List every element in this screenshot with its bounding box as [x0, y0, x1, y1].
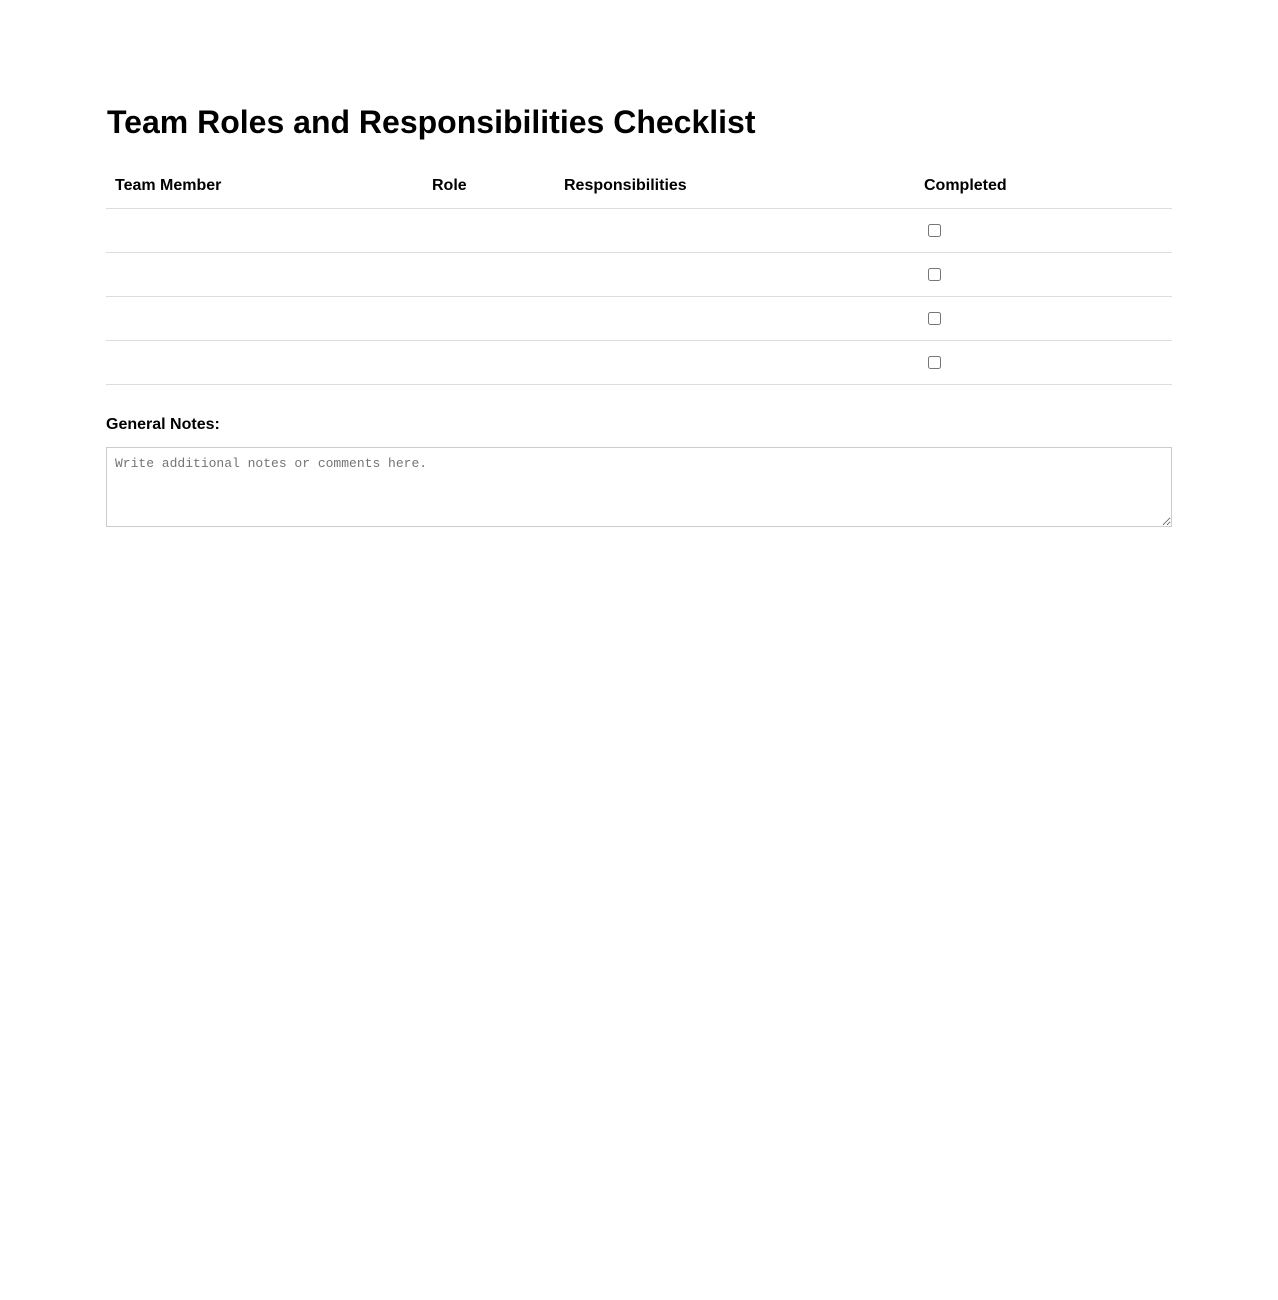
- cell-role: [423, 297, 555, 341]
- responsibilities-table: [106, 164, 1172, 385]
- header-role: Role: [423, 164, 555, 209]
- cell-completed: [915, 209, 1172, 253]
- cell-completed: [915, 341, 1172, 385]
- table-header-row: [106, 164, 1172, 209]
- cell-role: [423, 253, 555, 297]
- cell-completed: [915, 253, 1172, 297]
- completed-checkbox[interactable]: [928, 312, 941, 325]
- table-row: [106, 341, 1172, 385]
- general-notes-textarea[interactable]: [106, 447, 1172, 527]
- cell-team-member: [106, 297, 423, 341]
- cell-responsibilities: [555, 253, 915, 297]
- cell-completed: [915, 297, 1172, 341]
- completed-checkbox[interactable]: [928, 224, 941, 237]
- cell-team-member: [106, 341, 423, 385]
- completed-checkbox[interactable]: [928, 268, 941, 281]
- table-row: [106, 297, 1172, 341]
- cell-role: [423, 341, 555, 385]
- completed-checkbox[interactable]: [928, 356, 941, 369]
- table-row: [106, 253, 1172, 297]
- page-title: Team Roles and Responsibilities Checklist: [107, 104, 756, 140]
- cell-responsibilities: [555, 297, 915, 341]
- header-completed: Completed: [915, 164, 1172, 209]
- cell-responsibilities: [555, 209, 915, 253]
- table-row: [106, 209, 1172, 253]
- header-team-member: Team Member: [106, 164, 423, 209]
- cell-team-member: [106, 209, 423, 253]
- cell-team-member: [106, 253, 423, 297]
- cell-responsibilities: [555, 341, 915, 385]
- general-notes-label: General Notes:: [106, 416, 220, 433]
- header-responsibilities: Responsibilities: [555, 164, 915, 209]
- cell-role: [423, 209, 555, 253]
